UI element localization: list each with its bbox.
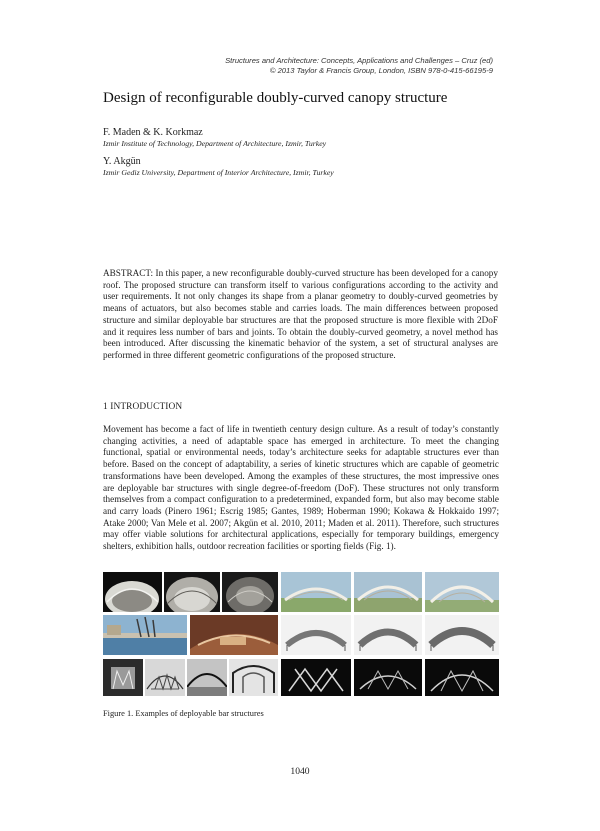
author-affiliation: Izmir Gediz University, Department of Interior Architecture, Izmir, Turkey	[103, 168, 334, 177]
header-line-1: Structures and Architecture: Concepts, Applications and Challenges – Cruz (ed)	[225, 56, 493, 65]
bw-photo-2	[145, 659, 185, 696]
page-number: 1040	[290, 766, 310, 777]
figure-caption: Figure 1. Examples of deployable bar structures	[103, 709, 264, 718]
dome-photo-3	[222, 572, 278, 612]
figure-1	[103, 572, 499, 696]
bw-photo-1	[103, 659, 143, 696]
author-block-1	[103, 127, 503, 149]
canopy-render-3	[425, 572, 499, 612]
pool-canopy-photo	[103, 615, 187, 655]
introduction-text: Movement has become a fact of life in twentieth century design culture. As a result of today’s constantly changing activities, a need of adaptable space has emerged in architecture. To meet the changing functional, spatial or environmental needs, today’s architecture seeks for adaptable structures ever than before. Based on the concept of adaptability, a series of kinetic structures which are capable of geometric transformations have been developed. Among the examples of these structures, the most impressive ones are deployable bar structures with single degree-of-freedom (DoF). These structures not only transform themselves from a compact configuration to a predetermined, expanded form, but also may become stable and carry loads (Pinero 1961; Escrig 1985; Gantes, 1989; Hoberman 1990; Kokawa & Hokkaido 1997; Atake 2000; Van Mele et al. 2007; Akgün et al. 2010, 2011; Maden et al. 2011). Therefore, such structures may offer viable solutions for architectural applications, especially for temporary buildings, emergency shelters, exhibition halls, outdoor recreation facilities or sporting fields (Fig. 1).	[103, 424, 499, 552]
canopy-model-3	[425, 615, 499, 655]
author-block-2	[103, 156, 503, 178]
canopy-model-1	[281, 615, 351, 655]
abstract: ABSTRACT: In this paper, a new reconfigurable doubly-curved structure has been developed for a canopy roof. The proposed structure can transform itself to various configurations according to the activity and user requirements. It not only changes its shape from a planar geometry to doubly-curved geometries by means of actuators, but also becomes stable and carries loads. The main differences between proposed structure and similar deployable bar structures are that the proposed structure is more flexible with 2DoF and it requires less number of bars and joints. To obtain the doubly-curved geometry, a novel method has been introduced. After discussing the kinematic behavior of the system, a set of structural analyses are performed in three different geometric configurations of the proposed structure.	[103, 268, 498, 360]
running-header	[225, 56, 493, 76]
bw-photo-3	[187, 659, 227, 696]
author-list	[103, 127, 503, 178]
author-affiliation: Izmir Institute of Technology, Department of Architecture, Izmir, Turkey	[103, 139, 327, 148]
bar-mechanism-photo-2	[354, 659, 422, 696]
pavilion-interior-photo	[190, 615, 278, 655]
canopy-model-2	[354, 615, 422, 655]
bar-mechanism-photo-3	[425, 659, 499, 696]
dome-photo-2	[164, 572, 220, 612]
canopy-render-1	[281, 572, 351, 612]
header-line-2: © 2013 Taylor & Francis Group, London, ISBN 978-0-415-66195-9	[269, 66, 493, 75]
section-heading: 1 INTRODUCTION	[103, 402, 183, 412]
bar-mechanism-photo-1	[281, 659, 351, 696]
bw-photo-4	[229, 659, 278, 696]
paper-title: Design of reconfigurable doubly-curved canopy structure	[103, 90, 448, 106]
author-names: Y. Akgün	[103, 156, 141, 167]
canopy-render-2	[354, 572, 422, 612]
author-names: F. Maden & K. Korkmaz	[103, 127, 203, 138]
dome-photo-1	[103, 572, 162, 612]
